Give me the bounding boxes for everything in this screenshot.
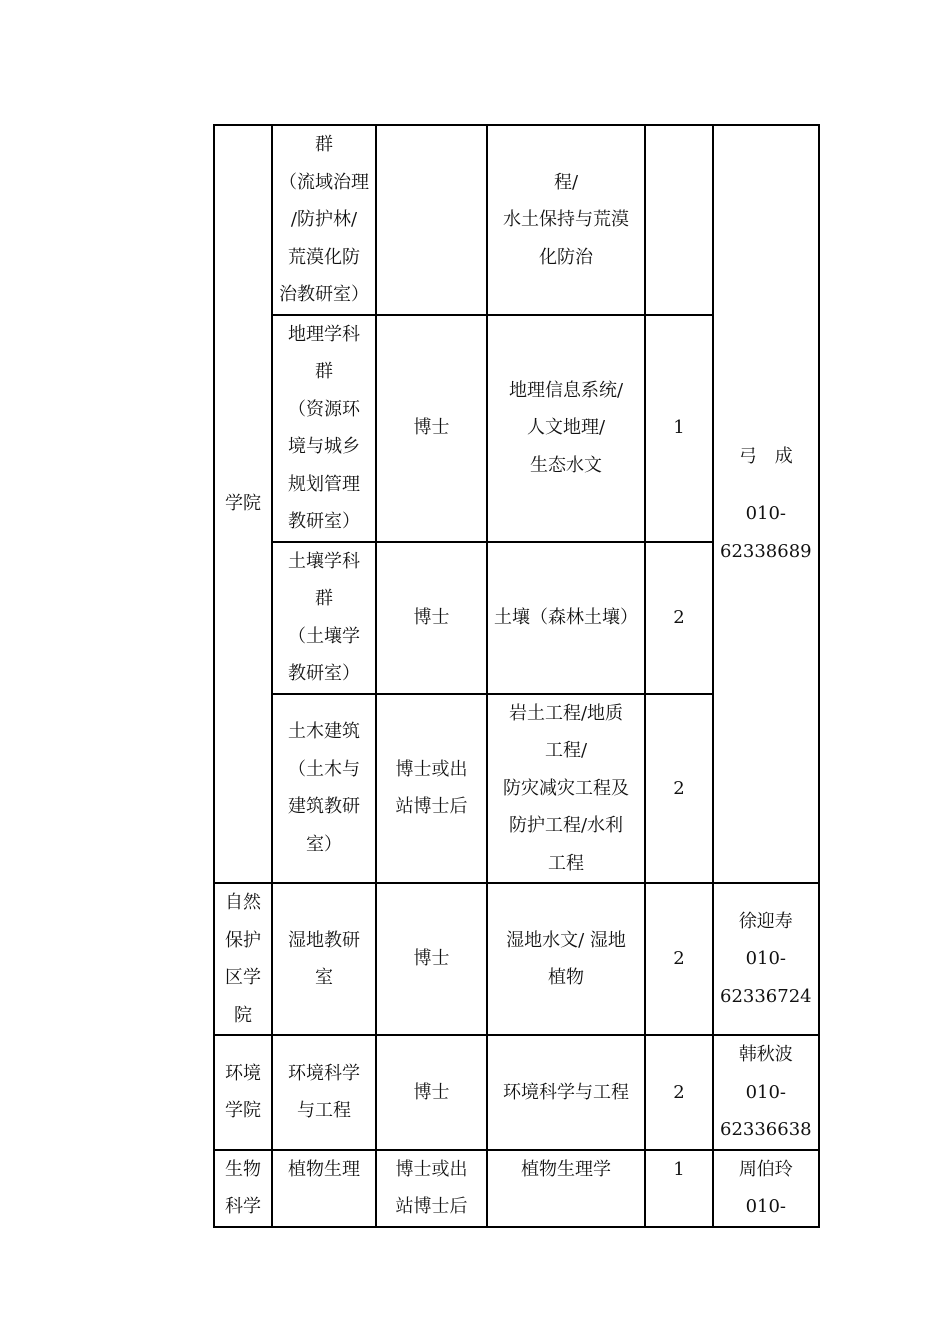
contact-name: 徐迎寿 [738, 910, 793, 932]
dept-name: 环境 [225, 1062, 261, 1084]
unit-line: 群 [315, 134, 333, 155]
major-cell [487, 883, 645, 1035]
count-value: 2 [673, 606, 685, 628]
unit-line: （流域治理 [279, 171, 369, 193]
unit-cell [272, 125, 376, 315]
unit-cell [272, 883, 376, 1035]
major-line: 工程/ [544, 740, 588, 761]
major-line: 环境科学与工程 [503, 1081, 629, 1103]
degree-line: 博士 [413, 417, 450, 439]
unit-line: 土壤学科 [288, 550, 360, 572]
degree-line: 站博士后 [395, 796, 468, 818]
major-line: 防灾减灾工程及 [503, 777, 629, 799]
major-line: 湿地水文/ 湿地 [506, 929, 626, 951]
major-cell [487, 542, 645, 694]
unit-line: （土壤学 [288, 625, 360, 647]
degree-line: 博士或出 [395, 758, 468, 780]
unit-line: 植物生理 [288, 1158, 360, 1180]
unit-line: 室） [306, 833, 342, 855]
dept-name: 学院 [225, 493, 261, 515]
dept-name: 区学 [225, 967, 261, 988]
contact-cell [713, 125, 819, 883]
degree-cell [376, 883, 487, 1035]
major-line: 程/ [553, 171, 579, 193]
unit-line: 教研室） [288, 663, 360, 684]
unit-line: （土木与 [288, 758, 360, 780]
contact-phone: 010- [745, 948, 787, 970]
degree-line: 站博士后 [395, 1196, 468, 1217]
major-line: 土壤（森林土壤） [494, 606, 638, 628]
degree-cell [376, 1150, 487, 1227]
unit-line: 湿地教研 [288, 929, 360, 951]
dept-name: 院 [234, 1004, 252, 1026]
major-line: 防护工程/水利 [508, 815, 624, 836]
major-line: 化防治 [539, 246, 593, 268]
dept-name: 自然 [225, 892, 261, 913]
count-value: 1 [673, 417, 685, 439]
degree-cell [376, 1035, 487, 1150]
contact-phone: 010- [745, 1196, 787, 1217]
degree-line: 博士 [413, 606, 450, 628]
degree-line: 博士 [413, 1081, 450, 1103]
table-row [214, 125, 819, 315]
unit-cell [272, 315, 376, 542]
contact-phone: 010- [745, 503, 787, 525]
contact-phone: 62336724 [720, 985, 812, 1007]
count-value: 1 [673, 1158, 685, 1180]
major-cell [487, 125, 645, 315]
count-cell [645, 694, 713, 884]
degree-cell [376, 315, 487, 542]
major-line: 人文地理/ [526, 417, 606, 439]
unit-line: 建筑教研 [288, 796, 360, 818]
unit-line: 境与城乡 [288, 436, 360, 457]
unit-line: 治教研室） [279, 284, 369, 305]
degree-cell [376, 694, 487, 884]
unit-line: 荒漠化防 [288, 246, 360, 268]
unit-cell [272, 1150, 376, 1227]
table-row [214, 883, 819, 1035]
contact-cell [713, 1035, 819, 1150]
major-line: 地理信息系统/ [508, 379, 624, 401]
count-cell [645, 883, 713, 1035]
count-cell [645, 1150, 713, 1227]
table-row [214, 1035, 819, 1150]
major-line: 岩土工程/地质 [508, 702, 624, 724]
count-value: 2 [673, 777, 685, 799]
recruitment-table [213, 124, 820, 1228]
count-value: 2 [673, 948, 685, 970]
major-cell [487, 1035, 645, 1150]
unit-line: 地理学科 [288, 323, 360, 345]
dept-cell [214, 1150, 272, 1227]
contact-cell [713, 883, 819, 1035]
count-value: 2 [673, 1081, 685, 1103]
unit-cell [272, 542, 376, 694]
major-cell [487, 694, 645, 884]
major-line: 生态水文 [530, 454, 602, 476]
major-cell [487, 1150, 645, 1227]
dept-cell [214, 883, 272, 1035]
dept-cell [214, 125, 272, 883]
dept-name: 保护 [225, 929, 261, 951]
unit-line: 群 [315, 361, 333, 382]
major-cell [487, 315, 645, 542]
table-row [214, 1150, 819, 1227]
count-cell [645, 315, 713, 542]
contact-name: 弓 成 [738, 445, 793, 467]
unit-line: 规划管理 [288, 473, 360, 495]
dept-cell [214, 1035, 272, 1150]
contact-name: 周伯玲 [738, 1158, 793, 1180]
degree-cell [376, 125, 487, 315]
dept-name: 生物 [225, 1158, 261, 1180]
contact-phone: 62336638 [720, 1119, 812, 1140]
contact-phone: 62338689 [720, 540, 812, 562]
unit-cell [272, 694, 376, 884]
degree-line: 博士或出 [395, 1158, 468, 1180]
contact-cell [713, 1150, 819, 1227]
major-line: 植物 [548, 967, 584, 988]
degree-cell [376, 542, 487, 694]
contact-phone: 010- [745, 1081, 787, 1103]
major-line: 工程 [548, 852, 584, 874]
degree-line: 博士 [413, 948, 450, 970]
unit-cell [272, 1035, 376, 1150]
dept-name: 学院 [225, 1100, 261, 1122]
unit-line: 与工程 [297, 1100, 351, 1122]
count-cell [645, 542, 713, 694]
major-line: 水土保持与荒漠 [503, 209, 629, 230]
unit-line: 土木建筑 [288, 721, 360, 743]
unit-line: 群 [315, 588, 333, 609]
unit-line: /防护林/ [290, 209, 358, 230]
unit-line: 室 [315, 967, 333, 988]
dept-name: 科学 [225, 1196, 261, 1217]
unit-line: 教研室） [288, 511, 360, 532]
count-cell [645, 125, 713, 315]
contact-name: 韩秋波 [738, 1044, 793, 1065]
unit-line: 环境科学 [288, 1062, 360, 1084]
unit-line: （资源环 [288, 398, 360, 420]
major-line: 植物生理学 [521, 1158, 611, 1180]
count-cell [645, 1035, 713, 1150]
